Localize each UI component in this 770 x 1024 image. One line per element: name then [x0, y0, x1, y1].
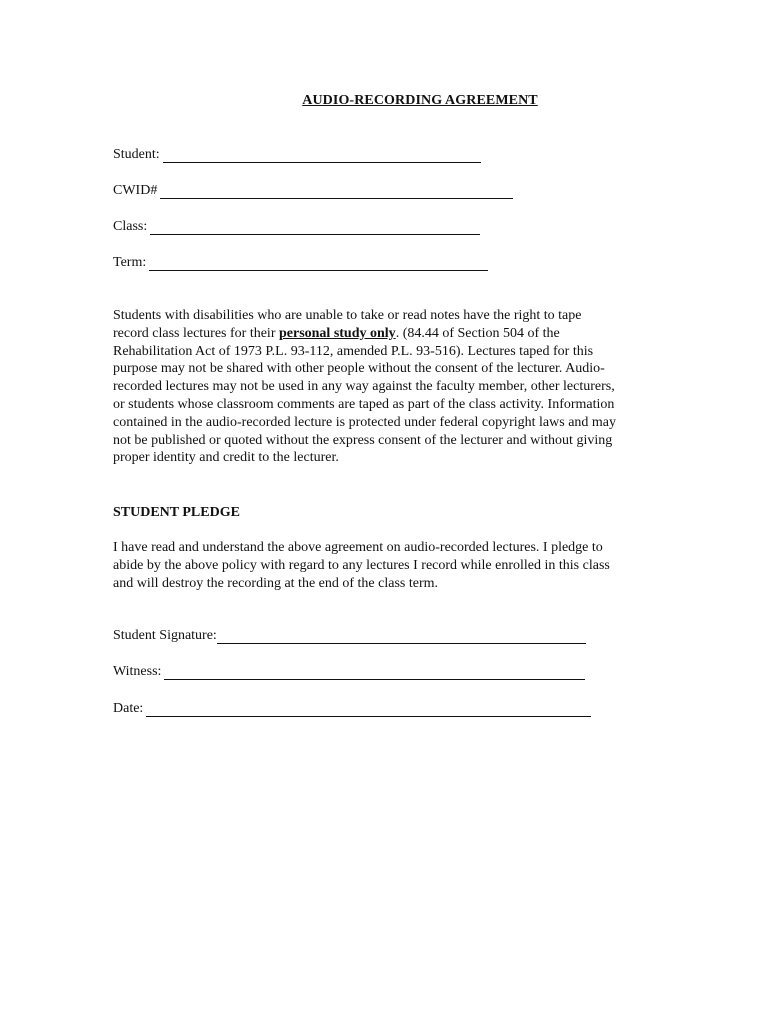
class-field[interactable]	[113, 219, 480, 235]
cwid-input-line[interactable]	[160, 184, 513, 199]
term-input-line[interactable]	[149, 256, 488, 271]
personal-study-emphasis: personal study only	[278, 325, 396, 341]
date-label: Date:	[113, 701, 144, 716]
witness-field[interactable]	[113, 664, 585, 680]
notice-line: purpose may not be shared with other people without the consent of the lecturer. Audio-	[113, 361, 605, 377]
notice-line: Students with disabilities who are unable to take or read notes have the right to tape	[113, 308, 582, 323]
pledge-line: abide by the above policy with regard to any lectures I record while enrolled in this class	[113, 557, 610, 573]
notice-line	[113, 325, 673, 343]
notice-line: proper identity and credit to the lecturer.	[113, 450, 339, 466]
witness-input-line[interactable]	[164, 665, 585, 680]
student-field[interactable]	[113, 147, 481, 163]
pledge-paragraph	[113, 539, 673, 592]
notice-line: contained in the audio-recorded lecture is protected under federal copyright laws and may	[113, 414, 617, 430]
class-label: Class:	[113, 219, 148, 234]
document-title: AUDIO-RECORDING AGREEMENT	[302, 93, 538, 108]
term-field[interactable]	[113, 255, 488, 271]
notice-line: recorded lectures may not be used in any way against the faculty member, other lecturers,	[113, 379, 615, 395]
student-pledge-heading: STUDENT PLEDGE	[113, 505, 240, 520]
signature-label: Student Signature:	[113, 628, 217, 643]
cwid-label: CWID#	[113, 183, 158, 198]
pledge-line: I have read and understand the above agreement on audio-recorded lectures. I pledge to	[113, 540, 603, 555]
cwid-field[interactable]	[113, 183, 513, 199]
student-label: Student:	[113, 147, 160, 162]
notice-line: Rehabilitation Act of 1973 P.L. 93-112, amended P.L. 93-516). Lectures taped for this	[113, 343, 594, 359]
notice-text: record class lectures for their	[113, 325, 279, 341]
witness-label: Witness:	[113, 664, 162, 679]
student-input-line[interactable]	[163, 148, 481, 163]
notice-paragraph	[113, 307, 673, 467]
term-label: Term:	[113, 255, 147, 270]
class-input-line[interactable]	[150, 220, 480, 235]
signature-field[interactable]	[113, 628, 586, 644]
notice-text: . (84.44 of Section 504 of the	[395, 325, 560, 341]
notice-line: or students whose classroom comments are taped as part of the class activity. Information	[113, 396, 615, 412]
signature-input-line[interactable]	[217, 629, 586, 644]
pledge-line: and will destroy the recording at the end of the class term.	[113, 575, 439, 591]
date-field[interactable]	[113, 701, 591, 717]
notice-line: not be published or quoted without the express consent of the lecturer and without giving	[113, 432, 613, 448]
date-input-line[interactable]	[146, 702, 591, 717]
